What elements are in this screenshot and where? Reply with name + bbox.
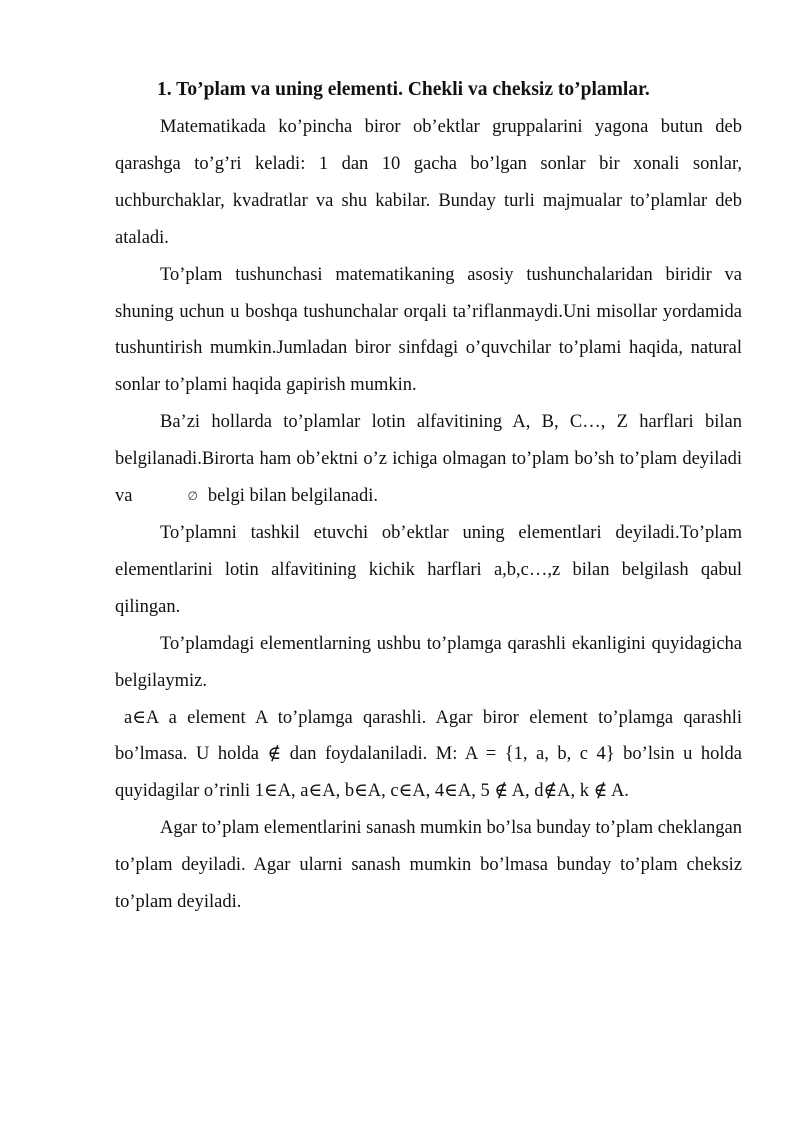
paragraph-set-notation: [115, 404, 742, 515]
paragraph-set-notation-tail: belgi bilan belgilanadi.: [207, 486, 378, 507]
paragraph-elements: To’plamni tashkil etuvchi ob’ektlar uning elementlari deyiladi.To’plam elementlarini lotin alfavitining kichik harflari a,b,c…,z bilan belgilash qabul qilingan.: [115, 522, 742, 617]
paragraph-membership-intro: To’plamdagi elementlarning ushbu to’plamga qarashli ekanligini quyidagicha belgilaymiz.: [115, 633, 742, 691]
section-heading: 1. To’plam va uning elementi. Chekli va cheksiz to’plamlar.: [157, 79, 650, 100]
page-content: [115, 74, 742, 921]
paragraph-sets-intro: Matematikada ko’pincha biror ob’ektlar gruppalarini yagona butun deb qarashga to’g’ri keladi: 1 dan 10 gacha bo’lgan sonlar bir xonali sonlar, uchburchaklar, kvadratlar va shu kabilar. Bunday turli majmualar to’plamlar deb ataladi.: [115, 117, 742, 248]
paragraph-membership-examples: a∈A a element A to’plamga qarashli. Agar biror element to’plamga qarashli bo’lmasa. U holda ∉ dan foydalaniladi. M: A = {1, a, b, c 4} bo’lsin u holda quyidagilar o’rinli 1∈A, a∈A, b∈A, c∈A, 4∈A, 5 ∉ A, d∉A, k ∉ A.: [115, 707, 742, 802]
empty-set-symbol: ∅: [187, 489, 198, 504]
paragraph-finite-infinite: Agar to’plam elementlarini sanash mumkin bo’lsa bunday to’plam cheklangan to’plam deyiladi. Agar ularni sanash mumkin bo’lmasa bunday to’plam cheksiz to’plam deyiladi.: [115, 818, 742, 913]
paragraph-set-notation-text: Ba’zi hollarda to’plamlar lotin alfavitining A, B, C…, Z harflari bilan belgilanadi.Birorta ham ob’ektni o’z ichiga olmagan to’plam bo’sh to’plam deyiladi va: [115, 412, 742, 507]
paragraph-set-concept: To’plam tushunchasi matematikaning asosiy tushunchalaridan biridir va shuning uchun u boshqa tushunchalar orqali ta’riflanmaydi.Uni misollar yordamida tushuntirish mumkin.Jumladan biror sinfdagi o’quvchilar to’plami haqida, natural sonlar to’plami haqida gapirish mumkin.: [115, 264, 742, 396]
